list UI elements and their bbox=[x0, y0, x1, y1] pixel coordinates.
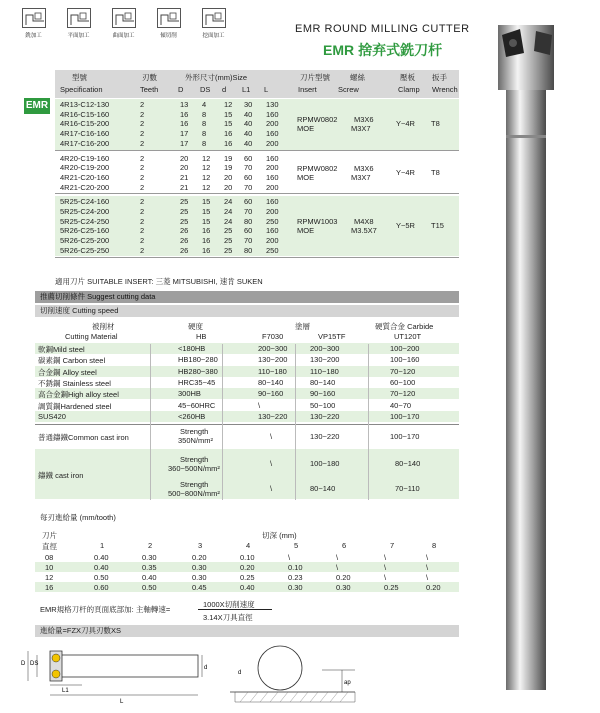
ramping-icon bbox=[157, 8, 181, 28]
spec-header-en: L bbox=[264, 85, 269, 94]
feed-depth: 8 bbox=[432, 541, 437, 550]
spec-cell: 16 bbox=[202, 226, 211, 236]
feed-cell: \ bbox=[426, 563, 429, 572]
spec-cell: 4R13-C12-130 bbox=[60, 100, 110, 109]
icon-item bbox=[106, 8, 141, 39]
speed-cell: 70~120 bbox=[390, 366, 416, 376]
icon-item bbox=[196, 8, 231, 39]
spec-cell: 12 bbox=[202, 182, 211, 192]
spec-cell: 40 bbox=[244, 129, 253, 139]
feed-cell: \ bbox=[384, 553, 387, 562]
spec-cell: 12 bbox=[202, 163, 211, 173]
feed-cell: 0.30 bbox=[142, 553, 157, 562]
divider bbox=[55, 193, 459, 194]
label-ap: ap bbox=[344, 680, 351, 686]
spec-header-en: Insert bbox=[298, 85, 317, 94]
spec-cell: 25 bbox=[224, 245, 233, 255]
iron-label: 鑄鐵 cast iron bbox=[38, 471, 84, 480]
spec-cell: 26 bbox=[180, 226, 189, 236]
insert: MOE bbox=[297, 226, 315, 236]
spec-cell: 4R16-C15-200 bbox=[60, 119, 110, 129]
spec-cell: 5R26-C25-160 bbox=[60, 226, 110, 236]
spec-cell: 16 bbox=[180, 119, 189, 129]
depth-of-cut-diagram bbox=[230, 640, 370, 705]
spec-cell: 30 bbox=[244, 100, 253, 109]
spec-cell: 70 bbox=[244, 236, 253, 246]
speed-cell: 70~120 bbox=[390, 389, 416, 399]
spec-cell: 26 bbox=[180, 245, 189, 255]
feed-cell: 0.40 bbox=[142, 573, 157, 582]
feed-cell: 0.20 bbox=[192, 553, 207, 562]
speed-cell: <180HB bbox=[178, 344, 206, 353]
spec-cell: 80 bbox=[244, 245, 253, 255]
feed-cell: \ bbox=[384, 573, 387, 582]
spec-header-en: DS bbox=[200, 85, 211, 94]
feed-formula: 進給量=FZX刀具刃數XS bbox=[35, 625, 459, 637]
feed-cell: 0.30 bbox=[336, 583, 351, 592]
spec-cell: 21 bbox=[180, 172, 189, 182]
speed-cell: 130~200 bbox=[258, 355, 288, 365]
spec-cell: 2 bbox=[140, 109, 145, 119]
feed-depth: 6 bbox=[342, 541, 347, 550]
spec-cell: 2 bbox=[140, 119, 145, 129]
suitable-insert: 適用刀片 SUITABLE INSERT: 三菱 MITSUBISHI, 速肯 SUKEN bbox=[55, 277, 263, 286]
spec-cell: 24 bbox=[224, 207, 233, 216]
spec-cell: 8 bbox=[202, 119, 207, 129]
spec-header-en: D bbox=[178, 85, 184, 94]
speed-h1: 硬度 bbox=[188, 322, 203, 331]
feed-cell: 0.50 bbox=[142, 583, 157, 592]
spec-cell: 2 bbox=[140, 138, 145, 148]
spec-cell: 5R25-C24-160 bbox=[60, 197, 110, 207]
speed-cell: 普通鑄鐵Common cast iron bbox=[38, 433, 129, 442]
spec-cell: 4R17-C16-200 bbox=[60, 138, 110, 148]
spec-cell: 4R20-C19-200 bbox=[60, 163, 110, 173]
speed-cell: SUS420 bbox=[38, 411, 66, 421]
spec-cell: 25 bbox=[180, 216, 189, 226]
clamp: Y~4R bbox=[396, 167, 415, 177]
spec-cell: 20 bbox=[180, 163, 189, 173]
spec-cell: 80 bbox=[244, 216, 253, 226]
spec-cell: 24 bbox=[224, 197, 233, 207]
feed-depth: 5 bbox=[294, 541, 299, 550]
spec-cell: 25 bbox=[224, 236, 233, 246]
tool-photo bbox=[480, 5, 590, 705]
speed-cell: 60~100 bbox=[390, 377, 416, 387]
icon-item bbox=[16, 8, 51, 39]
spec-cell: 20 bbox=[224, 172, 233, 182]
feed-cell: 0.40 bbox=[94, 563, 109, 572]
insert: RPMW0802 bbox=[297, 163, 338, 173]
spec-cell: 4R17-C16-160 bbox=[60, 129, 110, 139]
shoulder-milling-icon bbox=[22, 8, 46, 28]
spec-cell: 4R20-C19-160 bbox=[60, 153, 110, 163]
spec-header-en: L1 bbox=[242, 85, 251, 94]
formula-numerator: 1000X切削速度 bbox=[203, 600, 255, 609]
speed-cell: 80~140 bbox=[395, 459, 421, 468]
speed-cell: 80~140 bbox=[310, 484, 336, 493]
spec-header-cn: 刀片型號 bbox=[300, 73, 330, 82]
spec-cell: 2 bbox=[140, 100, 145, 109]
spec-cell: 5R26-C25-200 bbox=[60, 236, 110, 246]
spec-cell: 16 bbox=[202, 236, 211, 246]
speed-cell: 90~160 bbox=[310, 389, 336, 399]
feed-depth: 2 bbox=[148, 541, 153, 550]
speed-cell: 高合金鋼High alloy steel bbox=[38, 390, 119, 400]
feed-cell: 0.10 bbox=[288, 563, 303, 572]
icon-label: 曲面加工 bbox=[112, 33, 135, 39]
title-en: EMR ROUND MILLING CUTTER bbox=[295, 23, 470, 35]
speed-cell: 80~140 bbox=[258, 377, 284, 387]
feed-depth: 1 bbox=[100, 541, 105, 550]
speed-cell: 100~170 bbox=[390, 411, 420, 421]
label-L: L bbox=[120, 699, 124, 705]
spec-cell: 40 bbox=[244, 109, 253, 119]
spec-cell: 16 bbox=[224, 138, 233, 148]
speed-cell: 130~220 bbox=[310, 432, 340, 441]
speed-cell: Strength bbox=[180, 455, 209, 464]
speed-cell: HB180~280 bbox=[178, 355, 218, 365]
feed-cell: 0.10 bbox=[240, 553, 255, 562]
spec-cell: 2 bbox=[140, 245, 145, 255]
spec-cell: 15 bbox=[224, 119, 233, 129]
speed-cell: 500~800N/mm² bbox=[168, 489, 220, 498]
speed-cell: 70~110 bbox=[395, 484, 420, 493]
cutting-speed-bar: 切削速度 Cutting speed bbox=[35, 305, 459, 317]
feed-cell: 0.30 bbox=[192, 573, 207, 582]
spec-cell: 15 bbox=[202, 207, 211, 216]
speed-cell: 不銹鋼 Stainless steel bbox=[38, 378, 111, 388]
icon-label: 挖面加工 bbox=[202, 33, 225, 39]
spec-cell: 160 bbox=[266, 172, 279, 182]
spec-cell: 200 bbox=[266, 236, 279, 246]
spec-cell: 40 bbox=[244, 138, 253, 148]
speed-cell: 130~220 bbox=[258, 411, 288, 421]
speed-h1: 被削材 bbox=[92, 322, 115, 331]
speed-cell: Strength bbox=[180, 427, 209, 436]
vline bbox=[150, 344, 151, 500]
spec-cell: 70 bbox=[244, 207, 253, 216]
speed-h1: 硬質合金 Carbide bbox=[375, 322, 434, 331]
spec-cell: 4R16-C15-160 bbox=[60, 109, 110, 119]
speed-cell: 100~170 bbox=[390, 432, 420, 441]
feed-cell: 0.50 bbox=[94, 573, 109, 582]
feed-cell: 0.30 bbox=[192, 563, 207, 572]
spec-cell: 26 bbox=[180, 236, 189, 246]
pocket-milling-icon bbox=[202, 8, 226, 28]
spec-cell: 2 bbox=[140, 207, 145, 216]
spec-cell: 4R21-C20-200 bbox=[60, 182, 110, 192]
insert: MOE bbox=[297, 172, 315, 182]
screw: M3.5X7 bbox=[351, 226, 377, 236]
spec-cell: 2 bbox=[140, 236, 145, 246]
icon-label: 傾切削 bbox=[160, 33, 177, 39]
feed-cell: 0.23 bbox=[288, 573, 303, 582]
speed-cell: 100~200 bbox=[390, 344, 420, 353]
spec-cell: 200 bbox=[266, 207, 279, 216]
label-DS: DS bbox=[30, 661, 39, 667]
spec-cell: 12 bbox=[202, 153, 211, 163]
spec-cell: 70 bbox=[244, 182, 253, 192]
profile-milling-icon bbox=[112, 8, 136, 28]
spec-header-en: Clamp bbox=[398, 85, 420, 94]
feed-cell: 0.45 bbox=[192, 583, 207, 592]
spec-cell: 20 bbox=[224, 182, 233, 192]
speed-cell: <260HB bbox=[178, 411, 206, 421]
spec-cell: 21 bbox=[180, 182, 189, 192]
speed-cell: 碳素鋼 Carbon steel bbox=[38, 356, 106, 366]
spec-cell: 25 bbox=[224, 226, 233, 236]
speed-cell: Strength bbox=[180, 480, 209, 489]
spec-cell: 15 bbox=[202, 197, 211, 207]
speed-cell: \ bbox=[270, 484, 273, 493]
spec-header-en: d bbox=[222, 85, 227, 94]
icon-item bbox=[151, 8, 186, 39]
insert: RPMW1003 bbox=[297, 217, 338, 227]
spec-cell: 2 bbox=[140, 163, 145, 173]
speed-cell: 360~500N/mm² bbox=[168, 464, 220, 473]
spec-cell: 17 bbox=[180, 129, 189, 139]
speed-cell: 50~100 bbox=[310, 400, 336, 410]
spec-cell: 160 bbox=[266, 109, 279, 119]
spec-cell: 60 bbox=[244, 226, 253, 236]
speed-cell: HRC35~45 bbox=[178, 377, 216, 387]
divider bbox=[55, 150, 459, 151]
screw: M3X7 bbox=[351, 124, 371, 134]
feed-cell: 0.60 bbox=[94, 583, 109, 592]
spec-cell: 15 bbox=[202, 216, 211, 226]
insert: MOE bbox=[297, 124, 315, 134]
spec-cell: 60 bbox=[244, 197, 253, 207]
screw: M3X7 bbox=[351, 172, 371, 182]
wrench: T8 bbox=[431, 167, 440, 177]
feed-cell: \ bbox=[426, 573, 429, 582]
spec-cell: 5R26-C25-250 bbox=[60, 245, 110, 255]
speed-cell: \ bbox=[270, 432, 273, 441]
speed-h2: VP15TF bbox=[318, 332, 346, 341]
spec-cell: 5R25-C24-250 bbox=[60, 216, 110, 226]
feed-h: 直徑 bbox=[42, 542, 57, 551]
feed-cell: 0.35 bbox=[142, 563, 157, 572]
spec-cell: 8 bbox=[202, 109, 207, 119]
clamp: Y~5R bbox=[396, 221, 415, 231]
speed-cell: 調質鋼Hardened steel bbox=[38, 401, 112, 411]
feed-depth: 4 bbox=[246, 541, 251, 550]
speed-cell: 110~180 bbox=[258, 366, 287, 376]
spec-cell: 60 bbox=[244, 172, 253, 182]
spec-cell: 2 bbox=[140, 182, 145, 192]
spec-cell: 8 bbox=[202, 138, 207, 148]
screw: M4X8 bbox=[354, 217, 374, 227]
spec-cell: 2 bbox=[140, 172, 145, 182]
spec-header-en: Teeth bbox=[140, 85, 159, 94]
title-cn: EMR 捨弃式銑刀杆 bbox=[323, 42, 443, 58]
speed-cell: 200~300 bbox=[310, 344, 340, 353]
speed-cell: 130~200 bbox=[310, 355, 340, 365]
spec-header-en: Wrench bbox=[432, 85, 458, 94]
vline bbox=[222, 344, 223, 500]
speed-cell: 130~220 bbox=[310, 411, 340, 421]
speed-h2: Cutting Material bbox=[65, 332, 118, 341]
speed-cell: 350N/mm² bbox=[178, 436, 214, 445]
spec-cell: 200 bbox=[266, 119, 279, 129]
spec-cell: 2 bbox=[140, 197, 145, 207]
spec-cell: 19 bbox=[224, 153, 233, 163]
feed-h: 刀片 bbox=[42, 531, 57, 540]
feed-cell: 12 bbox=[45, 573, 54, 582]
speed-h2: F7030 bbox=[262, 332, 284, 341]
spec-cell: 16 bbox=[180, 109, 189, 119]
formula-denominator: 3.14X刀具直徑 bbox=[203, 613, 253, 622]
clamp: Y~4R bbox=[396, 119, 415, 129]
speed-cell: \ bbox=[270, 459, 273, 468]
spec-header-cn: 壓板 bbox=[400, 73, 415, 82]
divider bbox=[55, 257, 459, 258]
spec-cell: 40 bbox=[244, 119, 253, 129]
spec-cell: 2 bbox=[140, 226, 145, 236]
screw: M3X6 bbox=[354, 163, 374, 173]
spec-cell: 17 bbox=[180, 138, 189, 148]
speed-h1: 塗層 bbox=[295, 322, 310, 331]
vline bbox=[295, 344, 296, 500]
wrench: T15 bbox=[431, 221, 444, 231]
spec-header-en: Screw bbox=[338, 85, 359, 94]
spec-cell: 25 bbox=[180, 197, 189, 207]
speed-h2: HB bbox=[196, 332, 207, 341]
feed-cell: 0.20 bbox=[336, 573, 351, 582]
label-d2: d bbox=[238, 670, 242, 676]
speed-cell: 80~140 bbox=[310, 377, 336, 387]
spec-header-cn: 扳手 bbox=[432, 73, 447, 82]
tool-dimension-diagram bbox=[20, 645, 210, 705]
spec-cell: 16 bbox=[202, 245, 211, 255]
feed-depth: 7 bbox=[390, 541, 395, 550]
spec-cell: 16 bbox=[224, 129, 233, 139]
feed-h: 切深 (mm) bbox=[262, 531, 297, 540]
spec-cell: 24 bbox=[224, 216, 233, 226]
feed-cell: \ bbox=[288, 553, 291, 562]
spec-cell: 200 bbox=[266, 182, 279, 192]
speed-cell: 40~70 bbox=[390, 400, 412, 410]
spec-cell: 2 bbox=[140, 153, 145, 163]
icon-label: 銑加工 bbox=[25, 33, 42, 39]
spec-cell: 25 bbox=[180, 207, 189, 216]
spec-cell: 160 bbox=[266, 226, 279, 236]
spec-cell: 15 bbox=[224, 109, 233, 119]
spec-cell: 12 bbox=[224, 100, 233, 109]
spec-header-cn: 螺絲 bbox=[350, 73, 365, 82]
vline bbox=[368, 344, 369, 500]
speed-cell: 300HB bbox=[178, 389, 201, 399]
speed-cell: 100~160 bbox=[390, 355, 420, 365]
spec-cell: 4 bbox=[202, 100, 207, 109]
feed-cell: 0.40 bbox=[94, 553, 109, 562]
suggest-cutting-data-bar: 推薦切削條件 Suggest cutting data bbox=[35, 291, 459, 303]
spec-cell: 12 bbox=[202, 172, 211, 182]
div bbox=[35, 424, 459, 425]
spec-cell: 19 bbox=[224, 163, 233, 173]
feed-cell: 0.20 bbox=[240, 563, 255, 572]
spec-header-cn: 刃數 bbox=[142, 73, 157, 82]
speed-cell: HB280~380 bbox=[178, 366, 218, 376]
feed-cell: 0.25 bbox=[384, 583, 399, 592]
speed-cell: 100~180 bbox=[310, 459, 340, 468]
speed-cell: 軟鋼Mild steel bbox=[38, 345, 85, 354]
spec-cell: 200 bbox=[266, 138, 279, 148]
speed-cell: 90~160 bbox=[258, 389, 284, 399]
speed-cell: 200~300 bbox=[258, 344, 288, 353]
feed-cell: 10 bbox=[45, 563, 54, 572]
spec-cell: 160 bbox=[266, 197, 279, 207]
spec-cell: 5R25-C24-200 bbox=[60, 207, 110, 216]
spec-cell: 4R21-C20-160 bbox=[60, 172, 110, 182]
feed-cell: \ bbox=[426, 553, 429, 562]
feed-cell: \ bbox=[336, 563, 339, 572]
speed-cell: 合金鋼 Alloy steel bbox=[38, 367, 97, 377]
feed-cell: 0.40 bbox=[240, 583, 255, 592]
icon-label: 平面加工 bbox=[67, 33, 90, 39]
face-milling-icon bbox=[67, 8, 91, 28]
icon-item bbox=[61, 8, 96, 39]
spec-cell: 130 bbox=[266, 100, 279, 109]
feed-title: 每刃進給量 (mm/tooth) bbox=[40, 513, 116, 522]
spec-cell: 60 bbox=[244, 153, 253, 163]
spec-cell: 160 bbox=[266, 129, 279, 139]
feed-depth: 3 bbox=[198, 541, 203, 550]
speed-cell: \ bbox=[258, 400, 261, 410]
label-L1: L1 bbox=[62, 688, 69, 694]
feed-cell: 0.20 bbox=[426, 583, 441, 592]
spec-cell: 200 bbox=[266, 163, 279, 173]
machining-icons bbox=[16, 8, 231, 39]
formula-prefix: EMR規格刀杆的頁面底部加: 主軸轉速= bbox=[40, 605, 171, 614]
wrench: T8 bbox=[431, 119, 440, 129]
spec-header-en: Specification bbox=[60, 85, 103, 94]
spec-cell: 160 bbox=[266, 153, 279, 163]
speed-h2: UT120T bbox=[394, 332, 422, 341]
feed-cell: 0.30 bbox=[288, 583, 303, 592]
spec-cell: 250 bbox=[266, 245, 279, 255]
spec-cell: 20 bbox=[180, 153, 189, 163]
spec-cell: 2 bbox=[140, 129, 145, 139]
insert: RPMW0802 bbox=[297, 115, 338, 125]
spec-header-cn: 型號 bbox=[72, 73, 87, 82]
spec-header-cn: 外形尺寸(mm)Size bbox=[185, 73, 248, 82]
emr-badge: EMR bbox=[24, 98, 50, 114]
spec-cell: 250 bbox=[266, 216, 279, 226]
feed-cell: 0.25 bbox=[240, 573, 255, 582]
screw: M3X6 bbox=[354, 115, 374, 125]
feed-cell: 08 bbox=[45, 553, 54, 562]
feed-cell: \ bbox=[384, 563, 387, 572]
feed-cell: \ bbox=[336, 553, 339, 562]
spec-cell: 70 bbox=[244, 163, 253, 173]
speed-cell: 110~180 bbox=[310, 366, 339, 376]
feed-cell: 16 bbox=[45, 583, 54, 592]
spec-cell: 2 bbox=[140, 216, 145, 226]
spec-cell: 8 bbox=[202, 129, 207, 139]
spec-cell: 13 bbox=[180, 100, 189, 109]
label-d: d bbox=[204, 665, 208, 671]
speed-cell: 45~60HRC bbox=[178, 400, 216, 410]
label-D: D bbox=[21, 661, 26, 667]
